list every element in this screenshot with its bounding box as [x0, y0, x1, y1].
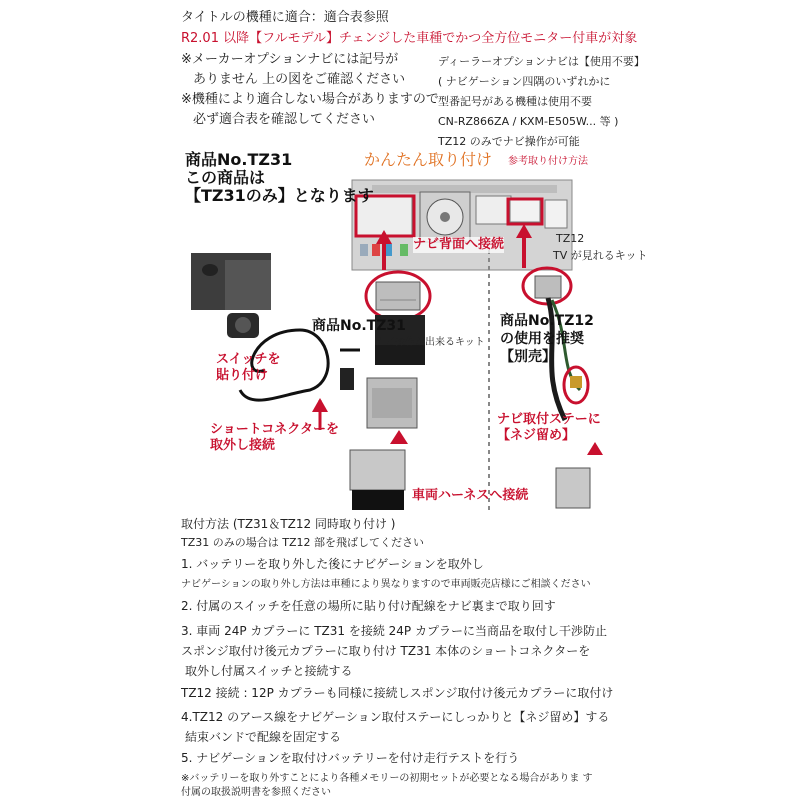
easy-install-sub: 参考取り付け方法 — [508, 156, 588, 167]
dealer-l2: ( ナビゲーション四隅のいずれかに — [438, 75, 611, 88]
header-line1: タイトルの機種に適合：適合表参照 — [181, 10, 389, 25]
dealer-l4: CN-RZ866ZA / KXM-E505W... 等 ) — [438, 115, 619, 128]
tz31-label: 商品No.TZ31 — [312, 318, 406, 334]
instructions-sub: TZ31 のみの場合は TZ12 部を飛ばしてください — [181, 536, 424, 549]
step-1: 1. バッテリーを取り外した後にナビゲーションを取外し — [181, 557, 484, 571]
dealer-l3: 型番記号がある機種は使用不要 — [438, 95, 592, 108]
short-connector-label-2: 取外し接続 — [210, 438, 276, 453]
stay-label-2: 【ネジ留め】 — [497, 428, 576, 443]
step-5: 5. ナビゲーションを取付けバッテリーを付け走行テストを行う — [181, 751, 520, 765]
tz12-desc: TV が見れるキット — [553, 249, 648, 262]
step-3d: TZ12 接続 : 12P カプラーも同様に接続しスポンジ取付け後元カプラーに取付け — [181, 686, 614, 700]
step-4a: 4.TZ12 のアース線をナビゲーション取付ステーにしっかりと【ネジ留め】する — [181, 710, 610, 724]
product-title-1: 商品No.TZ31 — [185, 150, 293, 169]
switch-label-1: スイッチを — [216, 352, 281, 367]
nav-back-label: ナビ背面へ接続 — [413, 237, 505, 252]
tz12-rec-1: 商品No.TZ12 — [500, 313, 594, 329]
switch-label-2: 貼り付け — [216, 368, 269, 383]
step-3b: スポンジ取付け後元カプラーに取り付け TZ31 本体のショートコネクターを — [181, 644, 591, 658]
note-manual: 付属の取扱説明書を参照ください — [181, 787, 331, 798]
note2a: ※機種により適合しない場合がありますので — [181, 92, 439, 107]
tz31-sub: ナビ操作が出来るキット — [375, 337, 485, 348]
note1b: ありません 上の図をご確認ください — [193, 72, 406, 87]
harness-label: 車両ハーネスへ接続 — [412, 488, 529, 503]
note1a: ※メーカーオプションナビには記号が — [181, 52, 399, 67]
instructions-title: 取付方法 (TZ31＆TZ12 同時取り付け ) — [181, 517, 396, 531]
short-connector-label-1: ショートコネクターを — [210, 422, 339, 437]
step-3a: 3. 車両 24P カプラーに TZ31 を接続 24P カプラーに当商品を取付し干渉防止 — [181, 624, 607, 638]
header-line2: R2.01 以降【フルモデル】チェンジした車種でかつ全方位モニター付車が対象 — [181, 31, 638, 46]
easy-install-title: かんたん取り付け — [364, 150, 493, 169]
dealer-l1: ディーラーオプションナビは【使用不要】 — [438, 55, 645, 68]
interior-photo — [191, 253, 271, 310]
stay-label-1: ナビ取付ステーに — [497, 412, 601, 427]
step-2: 2. 付属のスイッチを任意の場所に貼り付け配線をナビ裏まで取り回す — [181, 599, 556, 613]
step-1-note: ナビゲーションの取り外し方法は車種により異なりますので車両販売店様にご相談ください — [181, 579, 591, 590]
product-title-2: この商品は — [185, 168, 266, 187]
step-4b: 結束バンドで配線を固定する — [185, 730, 342, 744]
dealer-l5: TZ12 のみでナビ操作が可能 — [438, 135, 580, 148]
tz12-rec-3: 【別売】 — [500, 349, 556, 365]
note-battery: ※バッテリーを取り外すことにより各種メモリーの初期セットが必要となる場合がありま す — [181, 773, 593, 784]
product-title-3: 【TZ31のみ】となります — [185, 186, 374, 205]
note2b: 必ず適合表を確認してください — [193, 112, 376, 127]
step-3c: 取外し付属スイッチと接続する — [185, 664, 353, 678]
tz12-rec-2: の使用を推奨 — [500, 331, 584, 347]
tz12-code: TZ12 — [556, 232, 585, 245]
